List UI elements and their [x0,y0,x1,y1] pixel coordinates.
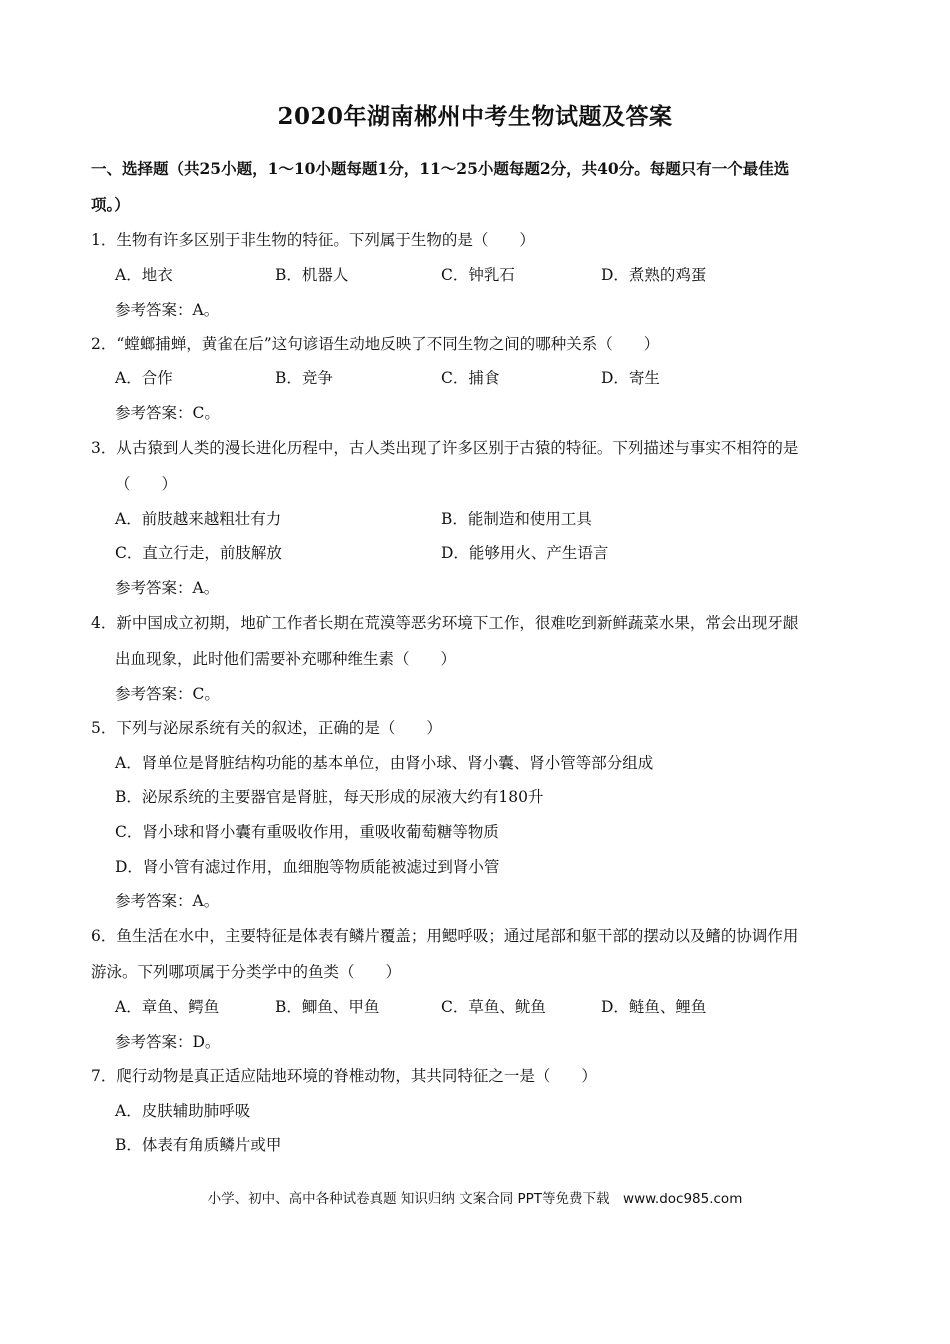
question-4-stem-line2: 出血现象，此时他们需要补充哪种维生素（ ） [115,650,457,668]
question-5-option-a: A．肾单位是肾脏结构功能的基本单位，由肾小球、肾小囊、肾小管等部分组成 [115,754,654,772]
question-1-option-a: A．地衣 [115,266,173,284]
question-3-option-c: C．直立行走，前肢解放 [115,544,282,562]
section-heading-line2: 项。） [91,195,130,214]
question-2-option-b: B．竞争 [275,369,333,387]
question-1-answer: 参考答案：A。 [115,301,220,319]
question-2-stem: 2．“螳螂捕蝉，黄雀在后”这句谚语生动地反映了不同生物之间的哪种关系（ ） [91,335,660,353]
question-5-option-c: C．肾小球和肾小囊有重吸收作用，重吸收葡萄糖等物质 [115,823,499,841]
question-3-answer: 参考答案：A。 [115,579,220,597]
question-3-option-b: B．能制造和使用工具 [441,510,592,528]
page-footer: 小学、初中、高中各种试卷真题 知识归纳 文案合同 PPT等免费下载 www.doc985.com [207,1191,743,1207]
section-heading-line1: 一、选择题（共25小题，1～10小题每题1分，11～25小题每题2分，共40分。每题只有一个最佳选 [91,159,790,178]
question-2-option-a: A．合作 [115,369,173,387]
question-5-option-d: D．肾小管有滤过作用，血细胞等物质能被滤过到肾小管 [115,858,500,876]
question-2-option-d: D．寄生 [601,369,660,387]
question-4-answer: 参考答案：C。 [115,685,220,703]
question-6-option-c: C．草鱼、鱿鱼 [441,998,546,1016]
question-5-answer: 参考答案：A。 [115,892,220,910]
question-3-stem-line2: （ ） [115,475,178,493]
question-6-stem-line1: 6．鱼生活在水中，主要特征是体表有鳞片覆盖；用鳃呼吸；通过尾部和躯干部的摆动以及鳍的协调作用 [91,927,799,945]
question-3-option-a: A．前肢越来越粗壮有力 [115,510,282,528]
question-6-option-b: B．鲫鱼、甲鱼 [275,998,380,1016]
question-6-option-a: A．章鱼、鳄鱼 [115,998,220,1016]
question-6-stem-line2: 游泳。下列哪项属于分类学中的鱼类（ ） [91,963,402,981]
question-3-stem-line1: 3．从古猿到人类的漫长进化历程中，古人类出现了许多区别于古猿的特征。下列描述与事实不相符的是 [91,439,799,457]
question-2-answer: 参考答案：C。 [115,404,220,422]
document-title: 2020年湖南郴州中考生物试题及答案 [277,103,673,130]
question-1-option-d: D．煮熟的鸡蛋 [601,266,707,284]
question-1-option-c: C．钟乳石 [441,266,515,284]
question-7-option-a: A．皮肤辅助肺呼吸 [115,1102,251,1120]
question-2-option-c: C．捕食 [441,369,500,387]
question-6-answer: 参考答案：D。 [115,1033,221,1051]
question-5-stem: 5．下列与泌尿系统有关的叙述，正确的是（ ） [91,719,442,737]
question-7-stem: 7．爬行动物是真正适应陆地环境的脊椎动物，其共同特征之一是（ ） [91,1067,597,1085]
question-1-stem: 1．生物有许多区别于非生物的特征。下列属于生物的是（ ） [91,231,535,249]
question-5-option-b: B．泌尿系统的主要器官是肾脏，每天形成的尿液大约有180升 [115,788,544,806]
question-6-option-d: D．鲢鱼、鲤鱼 [601,998,707,1016]
question-1-option-b: B．机器人 [275,266,349,284]
question-3-option-d: D．能够用火、产生语言 [441,544,609,562]
question-7-option-b: B．体表有角质鳞片或甲 [115,1136,282,1154]
question-4-stem-line1: 4．新中国成立初期，地矿工作者长期在荒漠等恶劣环境下工作，很难吃到新鲜蔬菜水果，常会出现牙龈 [91,614,799,632]
